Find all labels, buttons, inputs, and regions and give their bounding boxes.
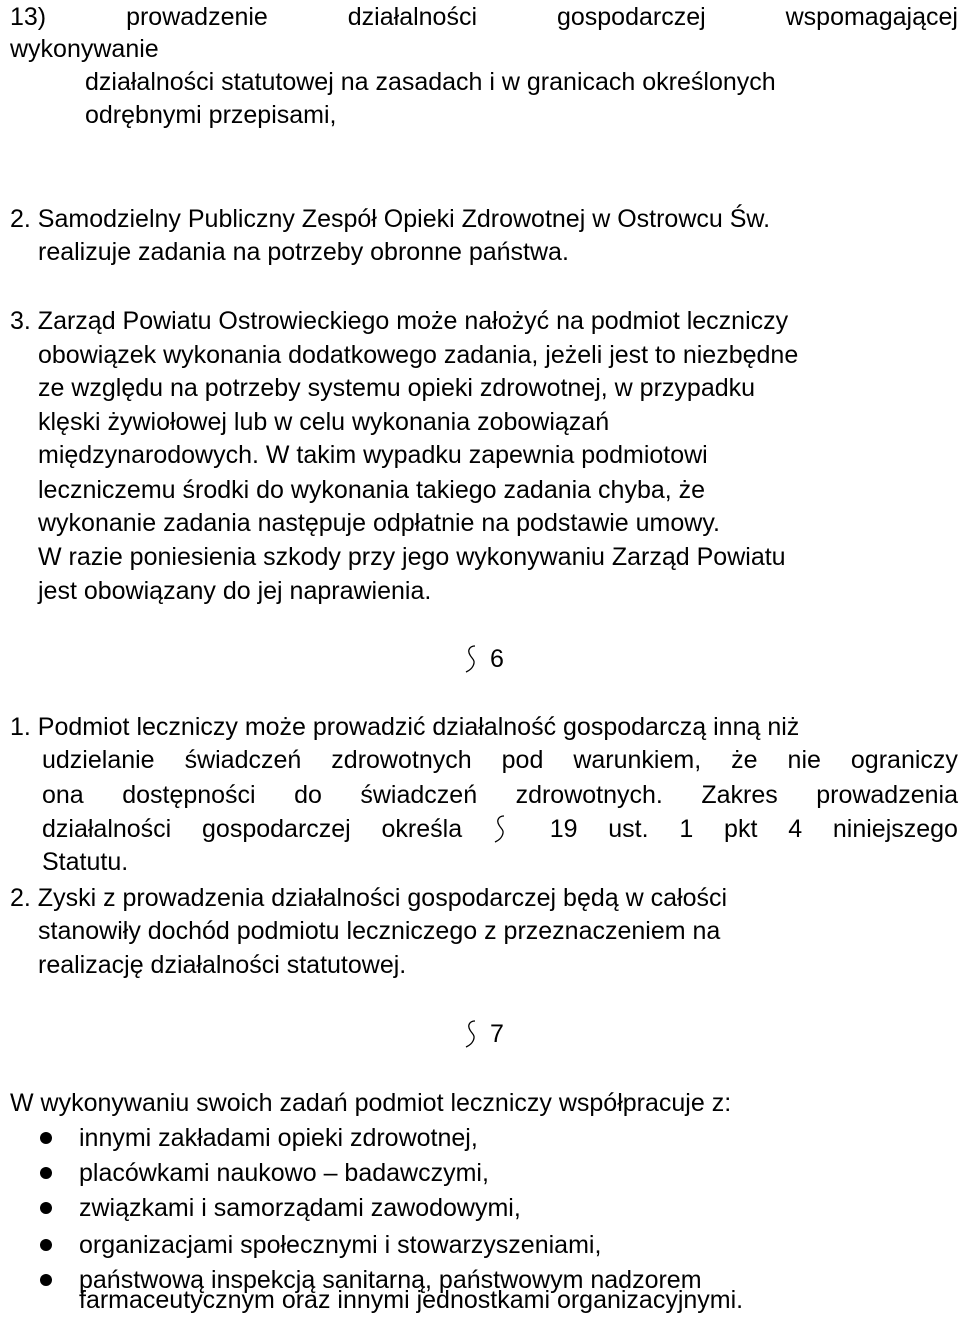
point3-line: 3. Zarząd Powiatu Ostrowieckiego może nałożyć na podmiot leczniczy	[10, 307, 789, 335]
s7-intro: W wykonywaniu swoich zadań podmiot leczniczy współpracuje z:	[10, 1089, 732, 1117]
s6p1-line3	[42, 778, 958, 812]
s6p2-line: stanowiły dochód podmiotu leczniczego z przeznaczeniem na	[38, 917, 721, 945]
word: Zakres	[701, 781, 778, 809]
bullet-icon	[40, 1274, 52, 1286]
item13-line2: wykonywanie	[10, 35, 159, 63]
point3-line: klęski żywiołowej lub w celu wykonania zobowiązań	[38, 408, 610, 436]
point3-line: leczniczemu środki do wykonania takiego zadania chyba, że	[38, 476, 706, 504]
list-item	[40, 1121, 478, 1155]
word: do	[294, 781, 322, 809]
word: ust.	[608, 815, 649, 843]
s6p1-line4	[42, 812, 958, 846]
word: niniejszego	[832, 815, 958, 843]
list-item-text: innymi zakładami opieki zdrowotnej,	[79, 1124, 478, 1152]
word: zdrowotnych.	[515, 781, 663, 809]
section-7-heading	[464, 1017, 504, 1051]
point3-line: obowiązek wykonania dodatkowego zadania, jeżeli jest to niezbędne	[38, 341, 799, 369]
list-item-text: organizacjami społecznymi i stowarzyszeniami,	[79, 1231, 602, 1259]
list-item-continuation: farmaceutycznym oraz innymi jednostkami organizacyjnymi.	[79, 1286, 744, 1314]
word: nie	[787, 746, 821, 774]
item13-line4: odrębnymi przepisami,	[85, 101, 337, 129]
section-6-heading	[464, 642, 504, 676]
section-sign-icon	[464, 642, 490, 676]
point3-line: ze względu na potrzeby systemu opieki zdrowotnej, w przypadku	[38, 374, 756, 402]
word: ograniczy	[850, 746, 958, 774]
list-item-text: związkami i samorządami zawodowymi,	[79, 1194, 521, 1222]
list-item-text: państwową inspekcją sanitarną, państwowym nadzorem	[79, 1266, 702, 1294]
point3-line: jest obowiązany do jej naprawienia.	[38, 577, 432, 605]
point3-line: wykonanie zadania następuje odpłatnie na podstawie umowy.	[38, 509, 720, 537]
item13-line1	[10, 0, 958, 34]
s6p2-line: realizację działalności statutowej.	[38, 951, 407, 979]
word: gospodarczej	[202, 815, 351, 843]
word: gospodarczej	[556, 3, 706, 31]
section-number: 6	[490, 645, 504, 673]
s6p1-line1: 1. Podmiot leczniczy może prowadzić działalność gospodarczą inną niż	[10, 713, 800, 741]
word: 4	[788, 815, 803, 843]
word: świadczeń	[360, 781, 478, 809]
word: prowadzenie	[126, 3, 268, 31]
word: działalności	[347, 3, 478, 31]
word: ona	[42, 781, 84, 809]
bullet-icon	[40, 1239, 52, 1251]
word: określa	[381, 815, 463, 843]
word: wspomagającej	[785, 3, 958, 31]
point2-line1: 2. Samodzielny Publiczny Zespół Opieki Zdrowotnej w Ostrowcu Św.	[10, 205, 771, 233]
word: 13)	[10, 3, 47, 31]
word: pod	[501, 746, 544, 774]
word: pkt	[724, 815, 758, 843]
point3-line: międzynarodowych. W takim wypadku zapewnia podmiotowi	[38, 441, 708, 469]
word: świadczeń	[184, 746, 302, 774]
item13-line3: działalności statutowej na zasadach i w granicach określonych	[85, 68, 776, 96]
word: 1	[679, 815, 694, 843]
s6p1-line5: Statutu.	[42, 848, 129, 876]
list-item	[40, 1191, 521, 1225]
word: że	[731, 746, 758, 774]
section-sign-icon	[493, 812, 519, 846]
word: dostępności	[122, 781, 256, 809]
word: prowadzenia	[816, 781, 958, 809]
word: zdrowotnych	[331, 746, 472, 774]
bullet-icon	[40, 1202, 52, 1214]
section-sign-icon	[464, 1017, 490, 1051]
list-item	[40, 1156, 489, 1190]
bullet-icon	[40, 1132, 52, 1144]
list-item	[40, 1228, 601, 1262]
point2-line2: realizuje zadania na potrzeby obronne państwa.	[38, 238, 569, 266]
word: udzielanie	[42, 746, 155, 774]
bullet-icon	[40, 1167, 52, 1179]
word: działalności	[42, 815, 172, 843]
point3-line: W razie poniesienia szkody przy jego wykonywaniu Zarząd Powiatu	[38, 543, 786, 571]
s6p2-line: 2. Zyski z prowadzenia działalności gospodarczej będą w całości	[10, 884, 728, 912]
word: 19	[549, 815, 578, 843]
s6p1-line2	[42, 743, 958, 777]
section-number: 7	[490, 1020, 504, 1048]
word: warunkiem,	[573, 746, 702, 774]
list-item-text: placówkami naukowo – badawczymi,	[79, 1159, 489, 1187]
